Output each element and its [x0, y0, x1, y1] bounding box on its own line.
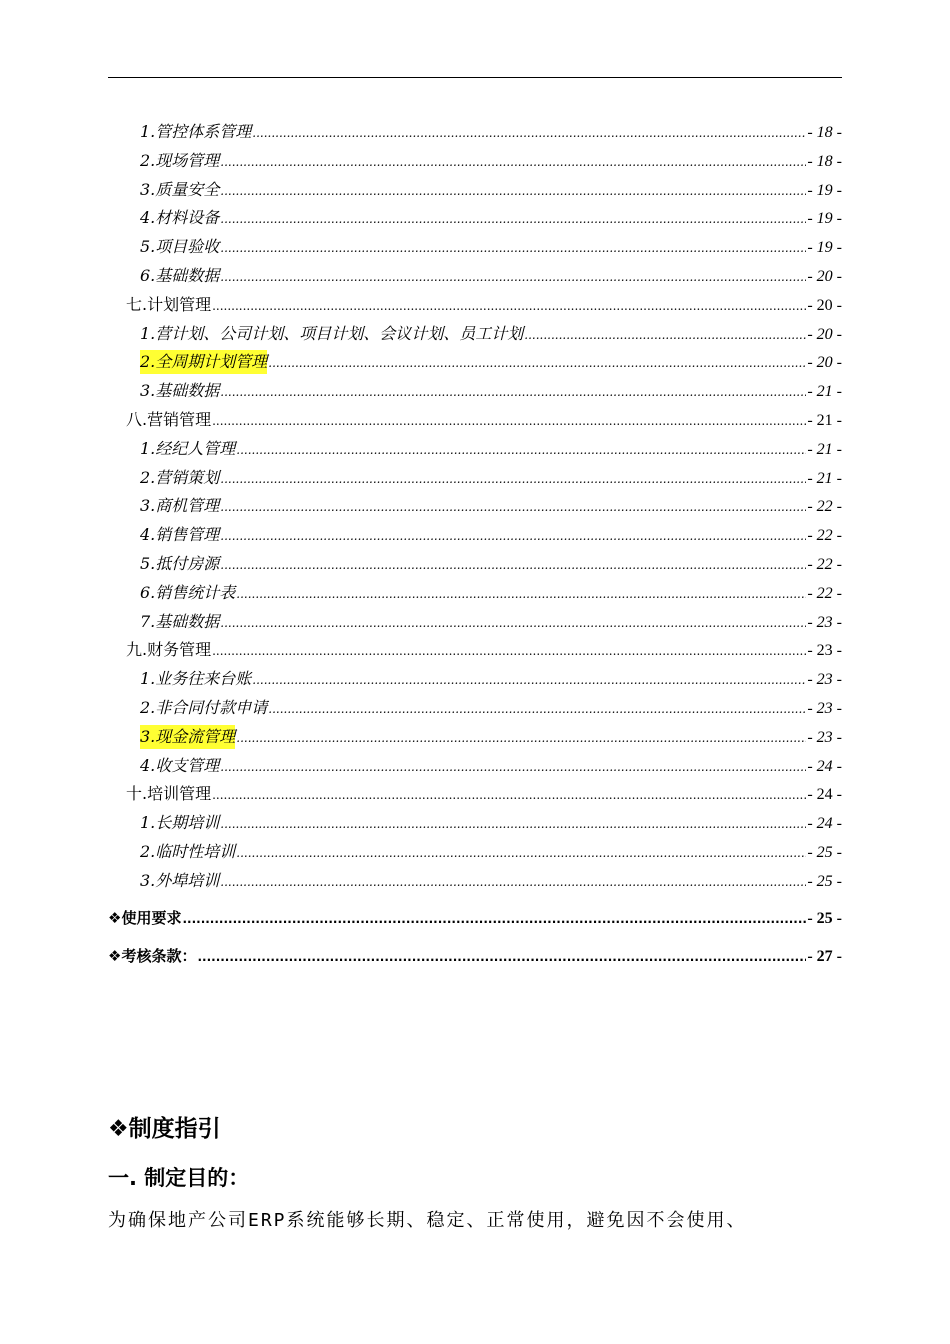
toc-leader-dots: [220, 150, 806, 174]
toc-entry[interactable]: [140, 322, 842, 346]
toc-entry[interactable]: [140, 610, 842, 634]
toc-entry-label: 3.基础数据: [140, 381, 220, 401]
toc-entry-page-number: - 21 -: [807, 440, 842, 458]
toc-entry[interactable]: [108, 906, 842, 930]
toc-entry-label: 6.销售统计表: [140, 582, 236, 602]
toc-leader-dots: [220, 553, 806, 577]
toc-entry-page-number: - 22 -: [807, 498, 842, 516]
toc-leader-dots: [220, 467, 806, 491]
toc-entry-label: 3.商机管理: [140, 496, 220, 516]
toc-entry-label: 5.项目验收: [140, 237, 220, 257]
toc-entry-page-number: - 23 -: [807, 613, 842, 631]
toc-leader-dots: [220, 236, 806, 260]
toc-entry-page-number: - 25 -: [807, 844, 842, 861]
toc-leader-dots: [268, 351, 806, 375]
toc-entry-label: 5.抵付房源: [140, 554, 220, 573]
toc-entry-page-number: - 22 -: [807, 556, 842, 573]
toc-entry-page-number: - 24 -: [807, 815, 842, 833]
toc-leader-dots: [220, 207, 806, 231]
toc-entry-page-number: - 27 -: [807, 948, 842, 965]
toc-entry-label: 4.材料设备: [140, 208, 220, 228]
toc-leader-dots: [252, 668, 806, 692]
toc-entry-label: 2.全周期计划管理: [140, 350, 267, 374]
toc-entry[interactable]: [140, 696, 842, 720]
toc-leader-dots: [236, 726, 806, 750]
toc-entry[interactable]: [140, 235, 842, 259]
toc-entry-page-number: - 19 -: [807, 239, 842, 257]
toc-leader-dots: [252, 121, 806, 145]
toc-entry[interactable]: [140, 437, 842, 461]
toc-entry-label: 1.营计划、公司计划、项目计划、会议计划、员工计划: [140, 323, 524, 343]
toc-entry-label: 3.外埠培训: [140, 870, 220, 890]
toc-leader-dots: [220, 265, 806, 289]
toc-entry-label: 4.销售管理: [140, 525, 220, 545]
toc-entry-label: 6.基础数据: [140, 266, 220, 285]
section-heading-guidelines: ❖制度指引: [108, 1116, 221, 1142]
toc-entry[interactable]: [140, 667, 842, 691]
toc-entry[interactable]: [140, 350, 842, 374]
toc-entry-label: ❖使用要求: [108, 909, 182, 927]
toc-entry-page-number: - 19 -: [807, 181, 842, 199]
toc-entry[interactable]: [108, 944, 842, 968]
toc-leader-dots: [236, 841, 806, 865]
toc-entry-label: 2.临时性培训: [140, 842, 236, 861]
toc-entry-label: 1.管控体系管理: [140, 122, 252, 141]
toc-entry-label: 3.现金流管理: [140, 725, 235, 749]
toc-leader-dots: [220, 495, 806, 519]
header-rule: [108, 77, 842, 78]
toc-leader-dots: [182, 907, 806, 931]
toc-entry-label: 十.培训管理: [126, 784, 212, 804]
toc-entry[interactable]: [140, 264, 842, 288]
section-heading-purpose: 一. 制定目的：: [108, 1166, 250, 1190]
toc-entry-label: 1.长期培训: [140, 813, 220, 833]
toc-leader-dots: [212, 783, 806, 807]
toc-entry-page-number: - 20 -: [807, 268, 842, 285]
toc-entry-page-number: - 20 -: [807, 296, 842, 314]
toc-entry-page-number: - 24 -: [807, 786, 842, 804]
toc-entry-label: 2.非合同付款申请: [140, 698, 268, 717]
toc-entry-page-number: - 21 -: [807, 383, 842, 401]
toc-leader-dots: [212, 409, 806, 433]
toc-entry-page-number: - 20 -: [807, 354, 842, 372]
toc-entry-page-number: - 21 -: [807, 412, 842, 429]
toc-entry[interactable]: [126, 293, 842, 317]
toc-entry[interactable]: [140, 754, 842, 778]
toc-leader-dots: [524, 323, 806, 347]
toc-leader-dots: [236, 582, 806, 606]
toc-entry-page-number: - 19 -: [807, 210, 842, 228]
toc-entry-page-number: - 22 -: [807, 584, 842, 602]
toc-leader-dots: [220, 812, 806, 836]
toc-entry-page-number: - 25 -: [807, 910, 842, 927]
toc-leader-dots: [212, 294, 806, 318]
toc-leader-dots: [268, 697, 806, 721]
toc-entry-label: 七.计划管理: [126, 294, 212, 314]
toc-entry[interactable]: [140, 840, 842, 864]
toc-leader-dots: [220, 380, 806, 404]
toc-entry-label: 4.收支管理: [140, 755, 220, 775]
toc-entry-page-number: - 21 -: [807, 469, 842, 487]
toc-entry-label: ❖考核条款：: [108, 947, 197, 965]
toc-entry[interactable]: [140, 523, 842, 547]
toc-entry-page-number: - 23 -: [807, 728, 842, 746]
toc-entry-label: 1.业务往来台账: [140, 669, 252, 689]
toc-entry[interactable]: [126, 638, 842, 662]
toc-entry[interactable]: [140, 581, 842, 605]
toc-entry-label: 八.营销管理: [126, 410, 212, 429]
toc-leader-dots: [220, 755, 806, 779]
toc-entry[interactable]: [140, 120, 842, 144]
toc-entry[interactable]: [140, 178, 842, 202]
toc-entry-page-number: - 24 -: [807, 757, 842, 775]
toc-entry[interactable]: [140, 149, 842, 173]
toc-entry-page-number: - 25 -: [807, 872, 842, 890]
toc-leader-dots: [236, 438, 806, 462]
toc-entry[interactable]: [140, 552, 842, 576]
toc-leader-dots: [220, 179, 806, 203]
toc-entry-page-number: - 22 -: [807, 527, 842, 545]
body-paragraph: 为确保地产公司ERP系统能够长期、稳定、正常使用，避免因不会使用、: [108, 1210, 747, 1231]
toc-entry-label: 2.现场管理: [140, 150, 220, 170]
toc-entry-page-number: - 18 -: [807, 124, 842, 141]
toc-entry-label: 2.营销策划: [140, 467, 220, 487]
toc-leader-dots: [197, 945, 806, 969]
toc-entry-page-number: - 18 -: [807, 152, 842, 170]
toc-leader-dots: [212, 639, 806, 663]
toc-entry-label: 九.财务管理: [126, 640, 212, 660]
toc-entry[interactable]: [140, 206, 842, 230]
toc-entry[interactable]: [140, 869, 842, 893]
toc-entry-label: 1.经纪人管理: [140, 438, 236, 458]
toc-leader-dots: [220, 870, 806, 894]
toc-entry-label: 3.质量安全: [140, 179, 220, 199]
toc-entry-page-number: - 20 -: [807, 325, 842, 343]
toc-leader-dots: [220, 611, 806, 635]
toc-entry[interactable]: [140, 725, 842, 749]
toc-entry[interactable]: [140, 494, 842, 518]
toc-entry[interactable]: [140, 811, 842, 835]
toc-entry-page-number: - 23 -: [807, 642, 842, 660]
toc-entry-page-number: - 23 -: [807, 700, 842, 717]
toc-entry[interactable]: [126, 782, 842, 806]
toc-entry[interactable]: [140, 379, 842, 403]
toc-entry-label: 7.基础数据: [140, 611, 220, 631]
toc-entry[interactable]: [140, 466, 842, 490]
toc-entry-page-number: - 23 -: [807, 671, 842, 689]
toc-leader-dots: [220, 524, 806, 548]
toc-entry[interactable]: [126, 408, 842, 432]
